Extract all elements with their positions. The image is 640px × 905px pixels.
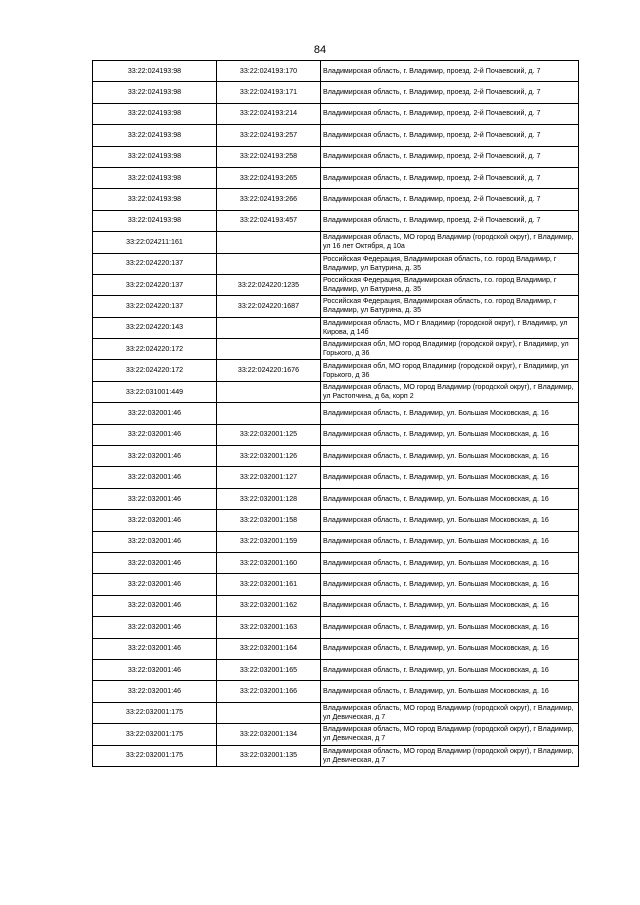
child-cadastral-number: 33:22:024193:457: [217, 210, 321, 231]
address-cell: Владимирская область, г. Владимир, проезд. 2-й Почаевский, д. 7: [321, 82, 579, 103]
table-row: [93, 339, 579, 360]
table-row: [93, 659, 579, 680]
parent-cadastral-number: 33:22:024220:143: [93, 317, 217, 338]
table-row: [93, 232, 579, 253]
address-cell: Владимирская область, МО город Владимир (городской округ), г Владимир, ул Растопчина, д 6а, корп 2: [321, 381, 579, 402]
table-row: [93, 381, 579, 402]
table-row: [93, 638, 579, 659]
table-row: [93, 125, 579, 146]
child-cadastral-number: 33:22:024193:170: [217, 61, 321, 82]
child-cadastral-number: 33:22:032001:158: [217, 510, 321, 531]
table-row: [93, 595, 579, 616]
parent-cadastral-number: 33:22:032001:175: [93, 724, 217, 745]
table-row: [93, 467, 579, 488]
cadastral-table: [92, 60, 579, 767]
child-cadastral-number: [217, 232, 321, 253]
address-cell: Владимирская область, МО город Владимир (городской округ), г Владимир, ул Девическая, д 7: [321, 724, 579, 745]
table-row: [93, 724, 579, 745]
table-row: [93, 488, 579, 509]
parent-cadastral-number: 33:22:024220:137: [93, 274, 217, 295]
parent-cadastral-number: 33:22:024193:98: [93, 125, 217, 146]
parent-cadastral-number: 33:22:024193:98: [93, 189, 217, 210]
address-cell: Владимирская область, г. Владимир, ул. Большая Московская, д. 16: [321, 617, 579, 638]
parent-cadastral-number: 33:22:032001:46: [93, 659, 217, 680]
parent-cadastral-number: 33:22:032001:46: [93, 403, 217, 424]
child-cadastral-number: 33:22:032001:165: [217, 659, 321, 680]
child-cadastral-number: 33:22:024193:171: [217, 82, 321, 103]
address-cell: Владимирская обл, МО город Владимир (городской округ), г Владимир, ул Горького, д 36: [321, 339, 579, 360]
parent-cadastral-number: 33:22:024220:172: [93, 339, 217, 360]
table-row: [93, 360, 579, 381]
child-cadastral-number: 33:22:024193:214: [217, 103, 321, 124]
table-row: [93, 574, 579, 595]
child-cadastral-number: 33:22:032001:159: [217, 531, 321, 552]
child-cadastral-number: 33:22:024193:257: [217, 125, 321, 146]
child-cadastral-number: 33:22:032001:166: [217, 681, 321, 702]
address-cell: Владимирская область, г. Владимир, ул. Большая Московская, д. 16: [321, 531, 579, 552]
child-cadastral-number: 33:22:032001:163: [217, 617, 321, 638]
child-cadastral-number: 33:22:032001:135: [217, 745, 321, 766]
table-row: [93, 446, 579, 467]
child-cadastral-number: 33:22:024193:258: [217, 146, 321, 167]
address-cell: Российская Федерация, Владимирская область, г.о. город Владимир, г Владимир, ул Батурина, д. 35: [321, 296, 579, 317]
table-row: [93, 317, 579, 338]
child-cadastral-number: 33:22:032001:128: [217, 488, 321, 509]
table-row: [93, 702, 579, 723]
parent-cadastral-number: 33:22:032001:46: [93, 595, 217, 616]
address-cell: Владимирская область, г. Владимир, ул. Большая Московская, д. 16: [321, 552, 579, 573]
parent-cadastral-number: 33:22:032001:46: [93, 488, 217, 509]
address-cell: Владимирская обл, МО город Владимир (городской округ), г Владимир, ул Горького, д 36: [321, 360, 579, 381]
parent-cadastral-number: 33:22:031001:449: [93, 381, 217, 402]
address-cell: Владимирская область, г. Владимир, ул. Большая Московская, д. 16: [321, 659, 579, 680]
address-cell: Владимирская область, г. Владимир, ул. Большая Московская, д. 16: [321, 467, 579, 488]
address-cell: Владимирская область, г. Владимир, проезд. 2-й Почаевский, д. 7: [321, 189, 579, 210]
child-cadastral-number: 33:22:032001:161: [217, 574, 321, 595]
table-row: [93, 510, 579, 531]
table-row: [93, 210, 579, 231]
parent-cadastral-number: 33:22:032001:46: [93, 467, 217, 488]
parent-cadastral-number: 33:22:032001:46: [93, 424, 217, 445]
parent-cadastral-number: 33:22:032001:46: [93, 552, 217, 573]
table-row: [93, 103, 579, 124]
parent-cadastral-number: 33:22:032001:46: [93, 638, 217, 659]
table-row: [93, 424, 579, 445]
table-row: [93, 253, 579, 274]
parent-cadastral-number: 33:22:024193:98: [93, 146, 217, 167]
parent-cadastral-number: 33:22:024211:161: [93, 232, 217, 253]
address-cell: Владимирская область, г. Владимир, проезд. 2-й Почаевский, д. 7: [321, 146, 579, 167]
child-cadastral-number: [217, 403, 321, 424]
parent-cadastral-number: 33:22:032001:46: [93, 681, 217, 702]
child-cadastral-number: 33:22:032001:127: [217, 467, 321, 488]
parent-cadastral-number: 33:22:032001:175: [93, 702, 217, 723]
address-cell: Владимирская область, г. Владимир, ул. Большая Московская, д. 16: [321, 681, 579, 702]
parent-cadastral-number: 33:22:024193:98: [93, 210, 217, 231]
address-cell: Владимирская область, г. Владимир, ул. Большая Московская, д. 16: [321, 488, 579, 509]
child-cadastral-number: 33:22:032001:162: [217, 595, 321, 616]
parent-cadastral-number: 33:22:024220:137: [93, 296, 217, 317]
address-cell: Владимирская область, г. Владимир, ул. Большая Московская, д. 16: [321, 638, 579, 659]
address-cell: Российская Федерация, Владимирская область, г.о. город Владимир, г Владимир, ул Батурина, д. 35: [321, 274, 579, 295]
address-cell: Владимирская область, г. Владимир, ул. Большая Московская, д. 16: [321, 424, 579, 445]
table-row: [93, 146, 579, 167]
address-cell: Владимирская область, г. Владимир, ул. Большая Московская, д. 16: [321, 574, 579, 595]
parent-cadastral-number: 33:22:032001:46: [93, 446, 217, 467]
address-cell: Владимирская область, г. Владимир, ул. Большая Московская, д. 16: [321, 510, 579, 531]
child-cadastral-number: [217, 702, 321, 723]
child-cadastral-number: [217, 339, 321, 360]
child-cadastral-number: 33:22:032001:164: [217, 638, 321, 659]
address-cell: Владимирская область, МО город Владимир (городской округ), г Владимир, ул Девическая, д 7: [321, 745, 579, 766]
parent-cadastral-number: 33:22:032001:46: [93, 531, 217, 552]
parent-cadastral-number: 33:22:032001:46: [93, 617, 217, 638]
table-row: [93, 681, 579, 702]
address-cell: Владимирская область, г. Владимир, проезд. 2-й Почаевский, д. 7: [321, 167, 579, 188]
child-cadastral-number: 33:22:024220:1687: [217, 296, 321, 317]
parent-cadastral-number: 33:22:032001:46: [93, 574, 217, 595]
address-cell: Владимирская область, г. Владимир, ул. Большая Московская, д. 16: [321, 403, 579, 424]
address-cell: Владимирская область, МО город Владимир (городской округ), г Владимир, ул 16 лет Октября, д 10а: [321, 232, 579, 253]
table-row: [93, 403, 579, 424]
child-cadastral-number: 33:22:032001:160: [217, 552, 321, 573]
child-cadastral-number: 33:22:024220:1676: [217, 360, 321, 381]
page-number: 84: [313, 44, 327, 56]
child-cadastral-number: [217, 317, 321, 338]
child-cadastral-number: [217, 381, 321, 402]
table-row: [93, 552, 579, 573]
address-cell: Владимирская область, г. Владимир, ул. Большая Московская, д. 16: [321, 595, 579, 616]
child-cadastral-number: 33:22:032001:126: [217, 446, 321, 467]
child-cadastral-number: 33:22:024193:266: [217, 189, 321, 210]
address-cell: Владимирская область, МО город Владимир (городской округ), г Владимир, ул Девическая, д 7: [321, 702, 579, 723]
parent-cadastral-number: 33:22:024220:172: [93, 360, 217, 381]
table-row: [93, 82, 579, 103]
address-cell: Владимирская область, г. Владимир, проезд. 2-й Почаевский, д. 7: [321, 125, 579, 146]
parent-cadastral-number: 33:22:032001:46: [93, 510, 217, 531]
address-cell: Владимирская область, г. Владимир, проезд. 2-й Почаевский, д. 7: [321, 210, 579, 231]
table-row: [93, 617, 579, 638]
address-cell: Владимирская область, г. Владимир, проезд. 2-й Почаевский, д. 7: [321, 61, 579, 82]
child-cadastral-number: 33:22:024193:265: [217, 167, 321, 188]
parent-cadastral-number: 33:22:024193:98: [93, 82, 217, 103]
child-cadastral-number: 33:22:032001:134: [217, 724, 321, 745]
child-cadastral-number: 33:22:024220:1235: [217, 274, 321, 295]
table-row: [93, 531, 579, 552]
address-cell: Владимирская область, г. Владимир, проезд. 2-й Почаевский, д. 7: [321, 103, 579, 124]
address-cell: Владимирская область, г. Владимир, ул. Большая Московская, д. 16: [321, 446, 579, 467]
table-row: [93, 296, 579, 317]
table-row: [93, 274, 579, 295]
child-cadastral-number: [217, 253, 321, 274]
table-row: [93, 745, 579, 766]
parent-cadastral-number: 33:22:032001:175: [93, 745, 217, 766]
parent-cadastral-number: 33:22:024193:98: [93, 167, 217, 188]
address-cell: Владимирская область, МО г Владимир (городской округ), г Владимир, ул Кирова, д 14б: [321, 317, 579, 338]
child-cadastral-number: 33:22:032001:125: [217, 424, 321, 445]
table-row: [93, 167, 579, 188]
parent-cadastral-number: 33:22:024193:98: [93, 103, 217, 124]
table-row: [93, 61, 579, 82]
table-row: [93, 189, 579, 210]
table-body: [93, 61, 579, 767]
address-cell: Российская Федерация, Владимирская область, г.о. город Владимир, г Владимир, ул Батурина, д. 35: [321, 253, 579, 274]
parent-cadastral-number: 33:22:024220:137: [93, 253, 217, 274]
parent-cadastral-number: 33:22:024193:98: [93, 61, 217, 82]
